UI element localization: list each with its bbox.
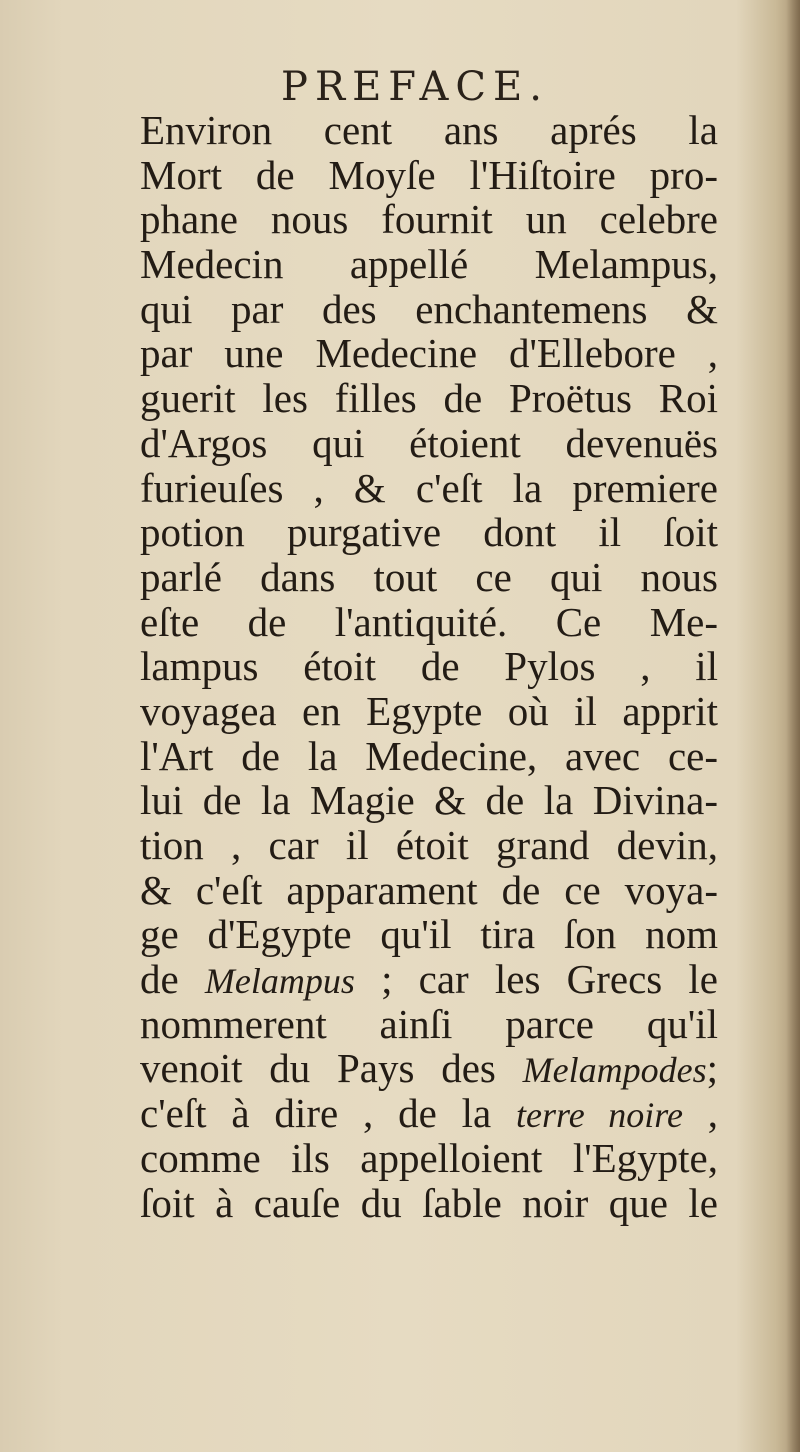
text-line: potion purgative dont il ſoit — [140, 509, 718, 556]
text-line: eſte de l'antiquité. Ce Me- — [140, 598, 718, 645]
text-line: Mort de Moyſe l'Hiſtoire pro- — [140, 151, 718, 198]
text-line: parlé dans tout ce qui nous — [140, 553, 718, 600]
text-line: l'Art de la Medecine, avec ce- — [140, 732, 718, 779]
text-line: tion , car il étoit grand devin, — [140, 822, 718, 868]
text-line: Environ cent ans aprés la — [140, 107, 718, 153]
body-text — [140, 108, 718, 1225]
text-line: furieuſes , & c'eſt la premiere — [140, 464, 718, 511]
running-header: PREFACE. — [281, 64, 549, 110]
text-line: guerit les filles de Proëtus Roi — [140, 375, 718, 422]
text-run: c'eſt à dire , de la — [140, 1090, 492, 1137]
text-line: comme ils appelloient l'Egypte, — [140, 1134, 718, 1181]
text-run: ; — [706, 1045, 719, 1092]
text-line: lampus étoit de Pylos , il — [140, 643, 718, 690]
text-line: & c'eſt apparament de ce voya- — [140, 866, 718, 913]
text-line: qui par des enchantemens & — [140, 285, 718, 332]
text-line: nommerent ainſi parce qu'il — [140, 1000, 718, 1047]
text-run: ; car les Grecs le — [381, 956, 718, 1003]
text-line — [140, 1091, 718, 1136]
text-run: venoit du Pays des — [140, 1045, 496, 1092]
text-run: , — [707, 1090, 719, 1137]
text-line: lui de la Magie & de la Divina- — [140, 777, 718, 824]
text-line: ge d'Egypte qu'il tira ſon nom — [140, 911, 718, 958]
text-line: par une Medecine d'Ellebore , — [140, 330, 718, 377]
text-line: d'Argos qui étoient devenuës — [140, 419, 718, 466]
italic-run: Melampodes — [522, 1050, 707, 1091]
text-line: ſoit à cauſe du ſable noir que le — [140, 1179, 718, 1226]
text-line — [140, 957, 718, 1002]
text-line — [140, 1046, 718, 1091]
text-run: de — [140, 956, 179, 1003]
italic-run: Melampus — [204, 961, 355, 1002]
italic-run: terre noire — [516, 1095, 683, 1136]
text-line: Medecin appellé Melampus, — [140, 241, 718, 288]
text-line: phane nous fournit un celebre — [140, 196, 718, 243]
text-line: voyagea en Egypte où il apprit — [140, 687, 718, 734]
